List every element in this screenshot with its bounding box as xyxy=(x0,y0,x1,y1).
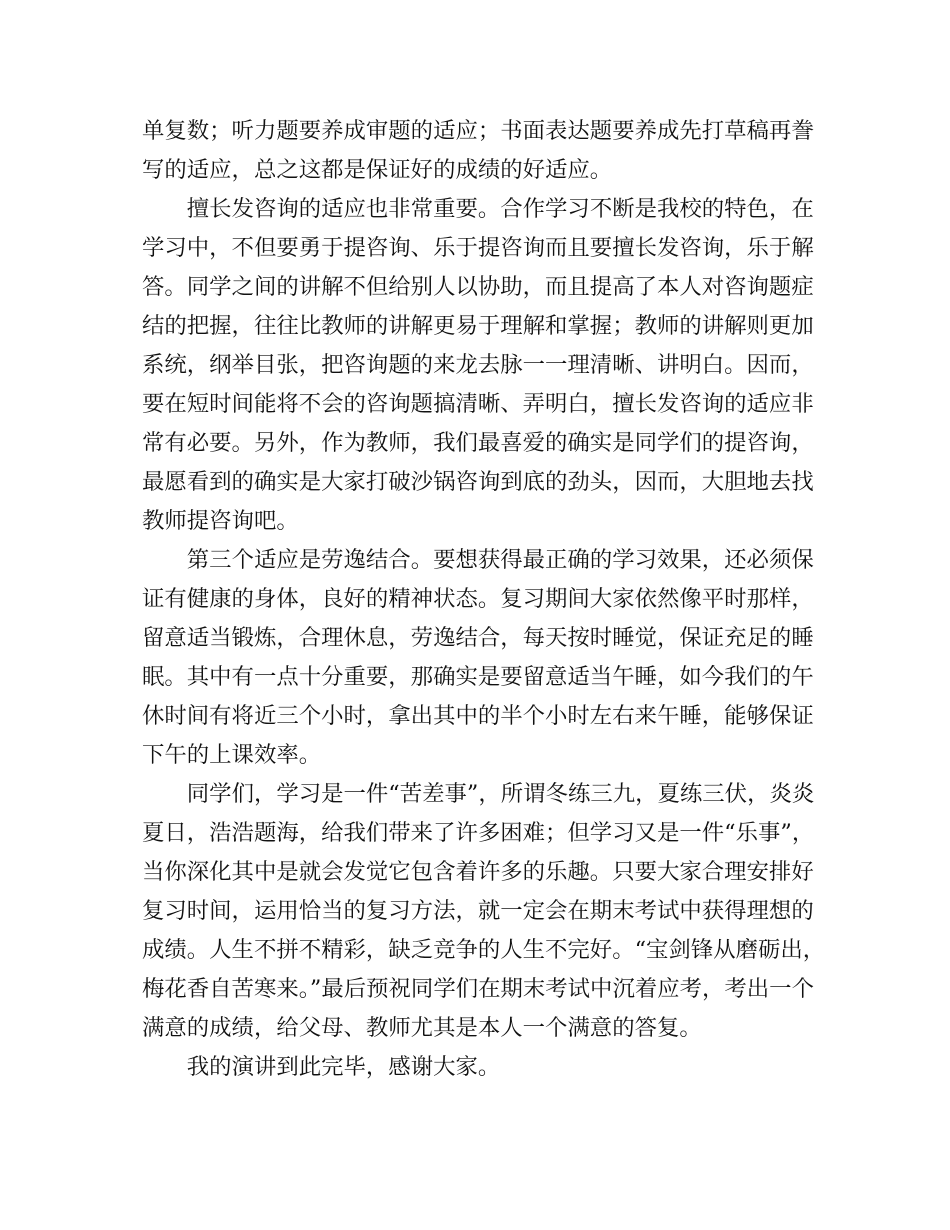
paragraph-asking-questions: 擅长发咨询的适应也非常重要。合作学习不断是我校的特色，在学习中，不但要勇于提咨询、乐于提咨询而且要擅长发咨询，乐于解答。同学之间的讲解不但给别人以协助，而且提高了本人对咨询题症结的把握，往往比教师的讲解更易于理解和掌握；教师的讲解则更加系统，纲举目张，把咨询题的来龙去脉一一理清晰、讲明白。因而，要在短时间能将不会的咨询题搞清晰、弄明白，擅长发咨询的适应非常有必要。另外，作为教师，我们最喜爱的确实是同学们的提咨询，最愿看到的确实是大家打破沙锅咨询到底的劲头，因而，大胆地去找教师提咨询吧。 xyxy=(142,196,814,534)
paragraph-work-rest-balance: 第三个适应是劳逸结合。要想获得最正确的学习效果，还必须保证有健康的身体，良好的精神状态。复习期间大家依然像平时那样，留意适当锻炼，合理休息，劳逸结合，每天按时睡觉，保证充足的睡眠。其中有一点十分重要，那确实是要留意适当午睡，如今我们的午休时间有将近三个小时，拿出其中的半个小时左右来午睡，能够保证下午的上课效率。 xyxy=(142,547,814,768)
paragraph-encouragement: 同学们，学习是一件“苦差事”，所谓冬练三九，夏练三伏，炎炎夏日，浩浩题海，给我们带来了许多困难；但学习又是一件“乐事”，当你深化其中是就会发觉它包含着许多的乐趣。只要大家合理安排好复习时间，运用恰当的复习方法，就一定会在期末考试中获得理想的成绩。人生不拼不精彩，缺乏竞争的人生不完好。“宝剑锋从磨砺出，梅花香自苦寒来。”最后预祝同学们在期末考试中沉着应考，考出一个满意的成绩，给父母、教师尤其是本人一个满意的答复。 xyxy=(142,781,826,1041)
document-body xyxy=(142,112,832,1087)
paragraph-continuation: 单复数；听力题要养成审题的适应；书面表达题要养成先打草稿再誊写的适应，总之这都是保证好的成绩的好适应。 xyxy=(142,118,814,183)
paragraph-closing: 我的演讲到此完毕，感谢大家。 xyxy=(186,1054,501,1080)
